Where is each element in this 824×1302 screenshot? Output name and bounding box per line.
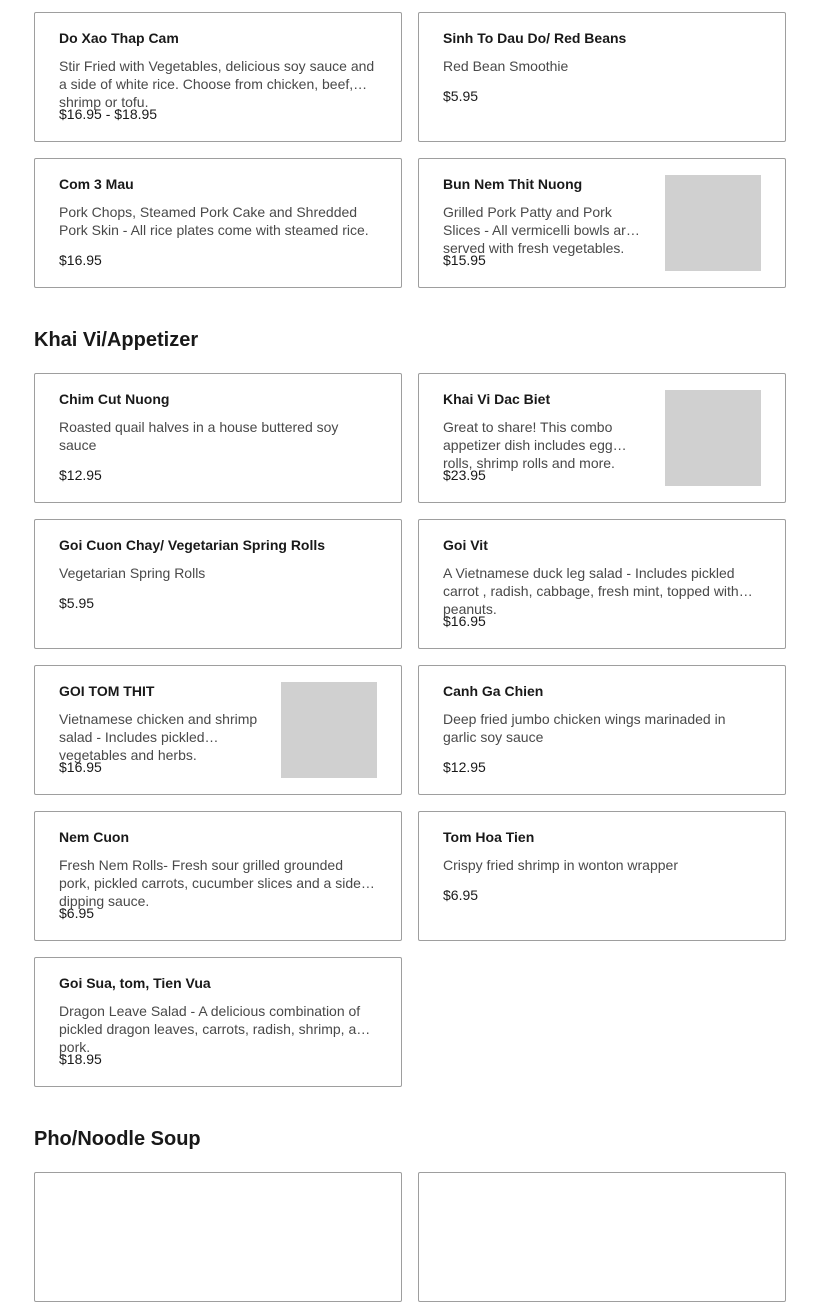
menu-item-card[interactable] — [34, 158, 402, 288]
menu-item-price: $12.95 — [59, 467, 102, 483]
menu-item-price: $5.95 — [59, 595, 95, 611]
menu-item-description: Great to share! This combo appetizer dish includes egg rolls, shrimp rolls and more. — [443, 419, 615, 471]
menu-item-description: Vietnamese chicken and shrimp salad - Includes pickled vegetables and herbs. — [59, 711, 258, 763]
menu-item-price: $16.95 — [59, 252, 102, 268]
menu-item-name: Sinh To Dau Do/ Red Beans — [443, 30, 627, 46]
menu-item-image — [665, 175, 761, 271]
menu-item-card[interactable] — [34, 665, 402, 795]
menu-item-card[interactable] — [34, 373, 402, 503]
menu-item-name: Com 3 Mau — [59, 176, 134, 192]
menu-item-name: Goi Cuon Chay/ Vegetarian Spring Rolls — [59, 537, 326, 553]
menu-item-card[interactable] — [418, 12, 786, 142]
menu-item-price: $5.95 — [443, 88, 479, 104]
menu-item-image — [281, 682, 377, 778]
menu-item-price: $15.95 — [443, 252, 486, 268]
menu-item-description: Stir Fried with Vegetables, delicious soy sauce and a side of white rice. Choose from chicken, beef, shrimp or tofu. — [59, 58, 375, 110]
section-title: Pho/Noodle Soup — [34, 1128, 201, 1150]
menu-item-description: A Vietnamese duck leg salad - Includes pickled carrot , radish, cabbage, fresh mint, topped with peanuts. — [443, 565, 739, 617]
menu-item-description: Red Bean Smoothie — [443, 58, 569, 74]
menu-item-price: $23.95 — [443, 467, 486, 483]
menu-item-price: $6.95 — [443, 887, 479, 903]
menu-item-card[interactable] — [34, 519, 402, 649]
menu-item-name: GOI TOM THIT — [59, 683, 155, 699]
menu-item-description: Dragon Leave Salad - A delicious combination of pickled dragon leaves, carrots, radish, shrimp, and pork. — [59, 1003, 372, 1055]
menu-item-card[interactable] — [418, 373, 786, 503]
menu-item-price: $6.95 — [59, 905, 95, 921]
menu-item-description: Crispy fried shrimp in wonton wrapper — [443, 857, 678, 873]
menu-item-card[interactable] — [34, 12, 402, 142]
menu-item-description: Pork Chops, Steamed Pork Cake and Shredded Pork Skin - All rice plates come with steamed rice. — [59, 204, 369, 238]
menu-item-name: Nem Cuon — [59, 829, 129, 845]
menu-item-card[interactable] — [34, 957, 402, 1087]
menu-item-card[interactable] — [34, 1172, 402, 1302]
menu-item-card[interactable] — [418, 158, 786, 288]
menu-item-price: $18.95 — [59, 1051, 102, 1067]
menu-item-card[interactable] — [418, 811, 786, 941]
menu-item-description: Grilled Pork Patty and Pork Slices - All vermicelli bowls are served with fresh vegetables. — [443, 204, 634, 256]
menu-item-card[interactable] — [34, 811, 402, 941]
menu-item-card[interactable] — [418, 519, 786, 649]
menu-item-name: Goi Sua, tom, Tien Vua — [59, 975, 211, 991]
menu-item-card[interactable] — [418, 665, 786, 795]
menu-item-name: Goi Vit — [443, 537, 488, 553]
menu-item-description: Deep fried jumbo chicken wings marinaded in garlic soy sauce — [443, 711, 726, 745]
menu-item-price: $12.95 — [443, 759, 486, 775]
menu-item-price: $16.95 — [59, 759, 102, 775]
menu-item-description: Vegetarian Spring Rolls — [59, 565, 206, 581]
menu-item-name: Bun Nem Thit Nuong — [443, 176, 583, 192]
menu-item-name: Chim Cut Nuong — [59, 391, 170, 407]
menu-item-image — [665, 390, 761, 486]
menu-item-price: $16.95 — [443, 613, 486, 629]
menu-item-description: Roasted quail halves in a house buttered soy sauce — [59, 419, 339, 453]
section-title: Khai Vi/Appetizer — [34, 329, 199, 351]
menu-item-name: Tom Hoa Tien — [443, 829, 535, 845]
menu-item-name: Canh Ga Chien — [443, 683, 544, 699]
menu-item-card[interactable] — [418, 1172, 786, 1302]
menu-item-name: Do Xao Thap Cam — [59, 30, 179, 46]
menu-item-price: $16.95 - $18.95 — [59, 106, 158, 122]
menu-item-name: Khai Vi Dac Biet — [443, 391, 551, 407]
menu-item-description: Fresh Nem Rolls- Fresh sour grilled grounded pork, pickled carrots, cucumber slices and a side of dipping sauce. — [59, 857, 377, 909]
